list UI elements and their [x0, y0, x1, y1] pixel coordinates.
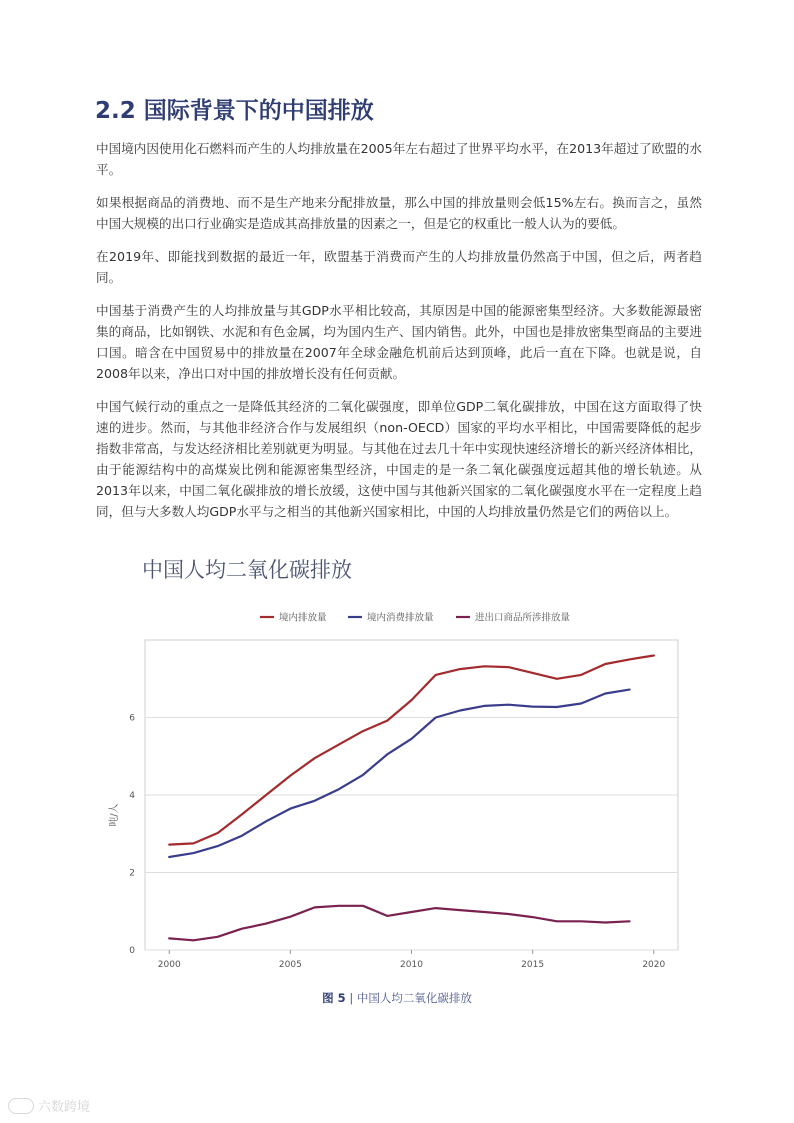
y-tick-label: 6 [129, 713, 135, 724]
paragraph: 中国境内因使用化石燃料而产生的人均排放量在2005年左右超过了世界平均水平，在2013年超过了欧盟的水平。 [96, 141, 702, 177]
series-line-2 [169, 690, 629, 857]
paragraph: 如果根据商品的消费地、而不是生产地来分配排放量，那么中国的排放量则会低15%左右。换而言之，虽然中国大规模的出口行业确实是造成其高排放量的因素之一，但是它的权重比一般人认为的要低。 [96, 195, 702, 231]
x-tick-label: 2015 [521, 960, 545, 970]
legend-label: 进出口商品所涉排放量 [475, 612, 571, 624]
chart-container [100, 600, 700, 980]
watermark [8, 1096, 90, 1115]
x-tick-label: 2000 [157, 960, 181, 970]
paragraph: 中国基于消费产生的人均排放量与其GDP水平相比较高，其原因是中国的能源密集型经济。大多数能源最密集的商品，比如钢铁、水泥和有色金属，均为国内生产、国内销售。此外，中国也是排放密集型商品的主要进口国。暗含在中国贸易中的排放量在2007年全球金融危机前后达到顶峰，此后一直在下降。也就是说，自2008年以来，净出口对中国的排放增长没有任何贡献。 [96, 303, 702, 381]
paragraph: 中国气候行动的重点之一是降低其经济的二氧化碳强度，即单位GDP二氧化碳排放，中国在这方面取得了快速的进步。然而，与其他非经济合作与发展组织（non-OECD）国家的平均水平相比，中国需要降低的起步指数非常高，与发达经济相比差别就更为明显。与其他在过去几十年中实现快速经济增长的新兴经济体相比，由于能源结构中的高煤炭比例和能源密集型经济，中国走的是一条二氧化碳强度远超其他的增长轨迹。从2013年以来，中国二氧化碳排放的增长放缓，这使中国与其他新兴国家的二氧化碳强度水平在一定程度上趋同，但与大多数人均GDP水平与之相当的其他新兴国家相比，中国的人均排放量仍然是它们的两倍以上。 [96, 399, 702, 519]
y-axis-label: 吨/人 [109, 803, 120, 827]
chart-title: 中国人均二氧化碳排放 [142, 558, 352, 582]
y-tick-label: 4 [129, 791, 135, 801]
x-tick-label: 2010 [400, 960, 423, 970]
section-title: 2.2 国际背景下的中国排放 [95, 98, 374, 124]
paragraph: 在2019年、即能找到数据的最近一年，欧盟基于消费而产生的人均排放量仍然高于中国，但之后，两者趋同。 [96, 249, 702, 285]
y-tick-label: 2 [129, 868, 135, 879]
body-text [96, 138, 702, 534]
legend-label: 境内消费排放量 [367, 612, 434, 624]
figure-caption [0, 990, 794, 1006]
y-tick-label: 0 [129, 946, 135, 956]
watermark-text: 六数跨境 [38, 1100, 91, 1115]
x-tick-label: 2020 [642, 960, 666, 970]
figure-label: 图 5 [322, 991, 346, 1005]
line-chart [100, 600, 700, 980]
legend-label: 境内排放量 [279, 612, 327, 624]
series-line-1 [169, 656, 654, 845]
watermark-logo-icon [8, 1098, 34, 1114]
x-tick-label: 2005 [278, 960, 302, 970]
caption-separator: | [349, 991, 354, 1005]
series-line-3 [169, 906, 629, 941]
caption-text: 中国人均二氧化碳排放 [356, 991, 472, 1005]
